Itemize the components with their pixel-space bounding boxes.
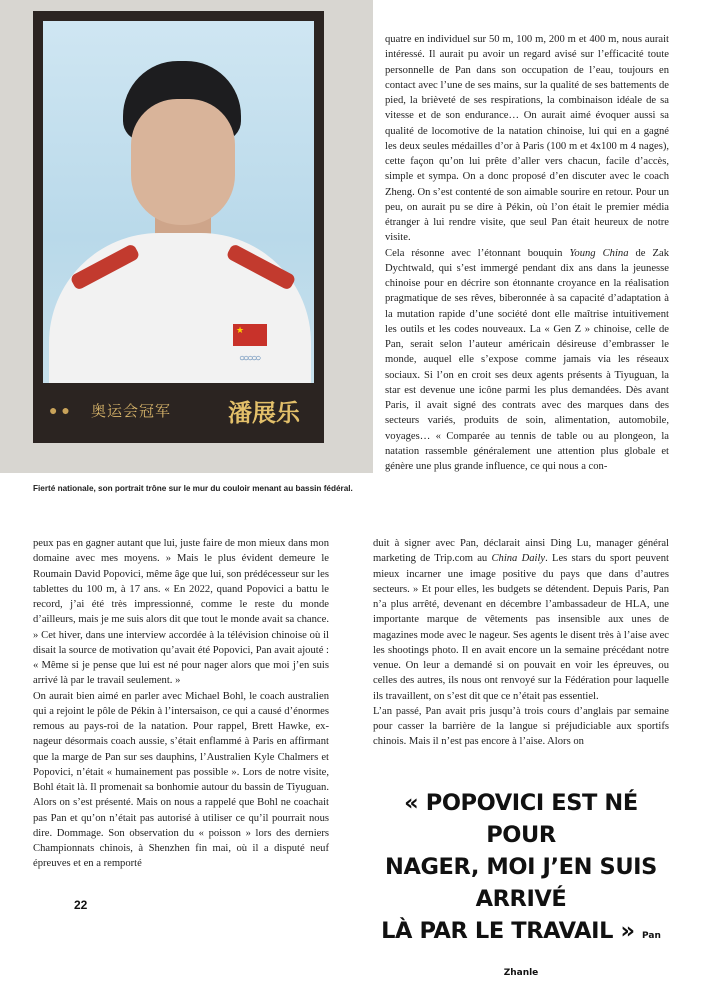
article-column-left [33, 536, 329, 872]
portrait-frame [33, 11, 324, 443]
pull-quote-author: Pan Zhanle [503, 931, 661, 978]
olympic-rings-icon: ○○○○○ [239, 353, 260, 364]
paragraph: On aurait bien aimé en parler avec Michael Bohl, le coach australien qui a rejoint le pôle de Pékin à l’intersaison, ce qui a causé d’énormes remous au pays-roi de la natation. Pour rappel, Brett Hawke, ex-nageur désormais coach aussie, s’était enflammé à Paris en affirmant que la marge de Pan sur ses dauphins, l’Australien Kyle Chalmers et Popovici, n’était « humainement pas possible ». Lors de notre visite, Bohl était là. Il promenait sa bonhomie autour du bassin de Tiyuguan. Alors on s’est présenté. Mais on nous a rappelé que Bohl ne coachait pas Pan et qu’on n’était pas autorisé à utiliser ce qu’il pourrait nous dire. Dommage. Son observation du « poisson » lors des derniers Championnats chinois, à Shenzhen fin mai, où il a disputé neuf épreuves et en a remporté [33, 690, 329, 870]
medal-icon: ● ● [49, 402, 70, 418]
swimmer-face [131, 99, 235, 225]
plaque-name: 潘展乐 [228, 398, 300, 427]
pull-quote-line [371, 915, 671, 989]
china-flag-icon [233, 324, 267, 346]
article-column-right-bottom [373, 536, 669, 750]
paragraph: L’an passé, Pan avait pris jusqu’à trois cours d’anglais par semaine pour casser la barrière de la langue si préjudiciable aux sportifs chinois. Mais il n’est pas encore à l’aise. Alors on [373, 705, 669, 748]
article-column-right-top [385, 32, 669, 474]
book-title: Young China [569, 247, 629, 259]
text-run: de Zak Dychtwald, qui s’est immergé pendant dix ans dans la jeunesse chinoise pour en décrire son étonnante croyance en la réalisation pragmatique de ses rêves, biberonnée à sa capacité d’adaptation à la mutation rapide d’une société dont elle maîtrise intuitivement les outils et les codes nouveaux. La « Gen Z » chinoise, celle de Pan, serait selon l’auteur américain désireuse d’embrasser le monde, auquel elle s’expose comme jamais via les réseaux sociaux. Si l’on en croit ses deux agents présents à Tiyuguan, la star est devenue une icône parmi les plus demandées. Dès avant Paris, il avait signé des contrats avec des marques dans des secteurs variés, produits de soin, alimentation, automobile, voyages… « Comparée au tennis de table ou au plongeon, la natation rassemble généralement une attention plus globale et génère une plus grande influence, ce qui nous a con- [385, 247, 669, 472]
pull-quote-line: NAGER, MOI J’EN SUIS ARRIVÉ [385, 854, 657, 912]
page-number: 22 [74, 898, 88, 912]
photo-caption: Fierté nationale, son portrait trône sur le mur du couloir menant au bassin fédéral. [33, 484, 353, 493]
paragraph [385, 246, 669, 475]
pull-quote-text: LÀ PAR LE TRAVAIL » [381, 918, 635, 944]
newspaper-title: China Daily [491, 553, 546, 565]
paragraph [373, 536, 669, 704]
paragraph: peux pas en gagner autant que lui, juste faire de mon mieux dans mon domaine avec mes moyens. » Mais le plus évident demeure le Roumain David Popovici, même âge que lui, son prédécesseur sur les tablettes du 100 m, à 17 ans. « En 2022, quand Popovici a battu le record, j’ai été très impressionné, comme le reste du monde d’ailleurs, mais je me suis alors dit que tout le monde avait sa chance. » Cet hiver, dans une interview accordée à la télévision chinoise où il disait la source de motivation qu’avait été Popovici, Pan avait ajouté : « Même si je pense que lui est né pour nager alors que moi j’en suis arrivé là par le travail seulement. » [33, 538, 329, 687]
paragraph: quatre en individuel sur 50 m, 100 m, 200 m et 400 m, nous aurait intéressé. Il aurait pu avoir un regard avisé sur l’efficacité toute personnelle de Pan dans son occupation de l’eau, toujours en contact avec l’une de ses mains, sur la qualité de ses battements de pied, la brièveté de ses respirations, la combinaison idéale de sa vitesse et de son endurance… On aurait aimé évoquer aussi sa qualité de locomotive de la natation chinoise, lui qui en a gagné les deux seules médailles d’or à Paris (100 m et 4x100 m 4 nages), cette façon qu’on lui prête d’aller vers chacun, facile d’accès, simple et sympa. On a donc proposé d’en discuter avec le coach Zheng. On s’est contenté de son aimable sourire en retour. Pour un peu, on aurait pu se dire à Pékin, où l’on était le premier média étranger à lui rendre visite, que seul Pan était heureux de notre visite. [385, 34, 669, 244]
team-jacket [49, 233, 311, 383]
text-run: . Les stars du sport peuvent mieux incarner une image positive du pays que dans d’autres secteurs. » Et pour elles, les budgets se détendent. Depuis Paris, Pan n’a plus arrêté, devenant en décembre l’ambassadeur de HLA, une importante marque de vêtements pas insensible aux unes de magazines mode avec le nageur. Ses agents le disent très à l’aise avec les shootings photo. Il en avait encore un la semaine précédant notre venue. On leur a demandé si on pouvait en voir les épreuves, ou celles des autres, ils nous ont renvoyé sur la Fédération pour laquelle ils travaillent, on s’est dit que ce n’était pas essentiel. [373, 553, 669, 702]
name-plaque [43, 387, 314, 433]
portrait-screen [43, 21, 314, 383]
portrait-photo [0, 0, 373, 473]
pull-quote [371, 787, 671, 989]
plaque-subtitle: 奥运会冠军 [91, 401, 172, 420]
text-run: duit à signer avec Pan, déclarait ainsi Ding Lu, manager général marketing de Trip.com au [373, 538, 669, 565]
pull-quote-line: « POPOVICI EST NÉ POUR [404, 790, 638, 848]
text-run: Cela résonne avec l’étonnant bouquin [385, 247, 570, 259]
